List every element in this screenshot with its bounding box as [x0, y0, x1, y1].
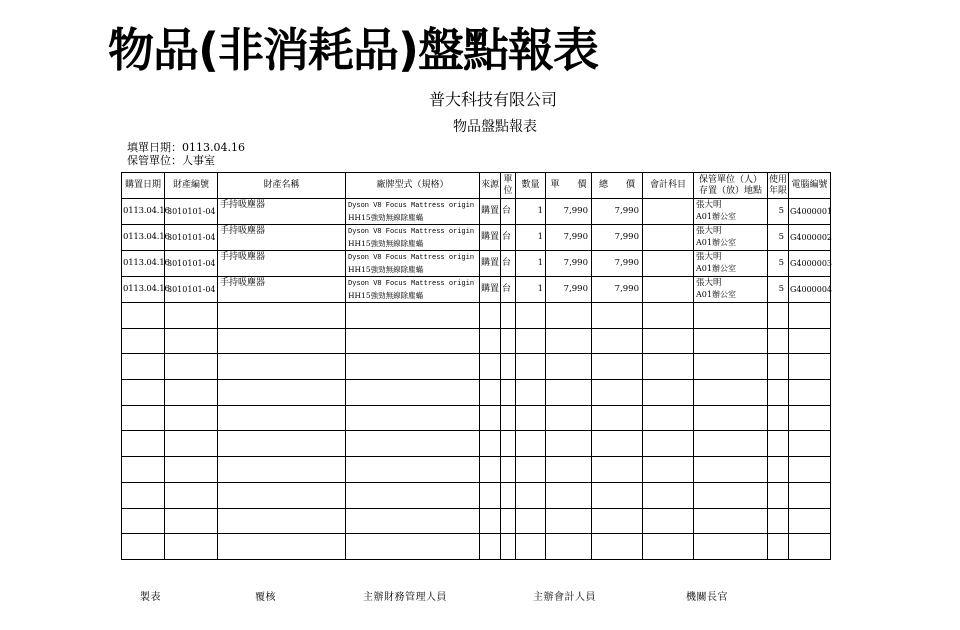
empty-cell [516, 354, 546, 380]
unit-cell: 台 [501, 277, 516, 303]
fill-date-label: 填單日期： [127, 141, 182, 154]
header-account: 會計科目 [643, 173, 694, 199]
custodian-person: 張大明 [696, 200, 722, 210]
empty-cell [768, 380, 789, 406]
empty-cell [789, 457, 831, 483]
asset-name-cell: 手持吸塵器 [218, 251, 346, 277]
source-cell: 購置 [480, 225, 501, 251]
empty-cell [346, 482, 480, 508]
total-price-cell: 7,990 [592, 225, 643, 251]
empty-cell [694, 328, 768, 354]
unit-price-cell: 7,990 [546, 251, 592, 277]
brand-spec-model: Dyson V8 Focus Mattress origin [348, 280, 475, 288]
table-row-empty [122, 405, 831, 431]
empty-cell [122, 508, 165, 534]
asset-no-cell: 3010101-04 [165, 277, 218, 303]
empty-cell [480, 431, 501, 457]
empty-cell [346, 431, 480, 457]
table-row-empty [122, 380, 831, 406]
computer-no-cell: G4000003 [789, 251, 831, 277]
total-price-cell: 7,990 [592, 251, 643, 277]
header-useful-life-line2: 年限 [768, 185, 787, 196]
quantity-cell: 1 [516, 251, 546, 277]
asset-no-cell: 3010101-04 [165, 225, 218, 251]
header-unit [501, 173, 516, 199]
empty-cell [122, 482, 165, 508]
empty-cell [789, 405, 831, 431]
empty-cell [789, 303, 831, 329]
brand-spec-cell [346, 225, 480, 251]
brand-spec-model: Dyson V8 Focus Mattress origin [348, 202, 475, 210]
header-unit-line1: 單 [503, 174, 513, 185]
empty-cell [789, 380, 831, 406]
empty-cell [694, 534, 768, 560]
empty-cell [546, 457, 592, 483]
empty-cell [694, 354, 768, 380]
empty-cell [501, 534, 516, 560]
empty-cell [516, 457, 546, 483]
empty-cell [546, 405, 592, 431]
empty-cell [694, 482, 768, 508]
empty-cell [122, 534, 165, 560]
brand-spec-description: HH15強勁無線除塵蟎 [348, 265, 424, 274]
empty-cell [789, 431, 831, 457]
custodian-person: 張大明 [696, 278, 722, 288]
table-row-empty [122, 431, 831, 457]
empty-cell [218, 405, 346, 431]
storage-location: A01辦公室 [696, 212, 736, 221]
footer-reviewed-by: 覆核 [255, 592, 276, 603]
table-header-row [122, 173, 831, 199]
footer-prepared-by: 製表 [140, 592, 161, 603]
empty-cell [694, 508, 768, 534]
empty-cell [165, 534, 218, 560]
empty-cell [165, 303, 218, 329]
empty-cell [516, 405, 546, 431]
header-unit-price: 單 價 [546, 173, 592, 199]
header-total-price: 總 價 [592, 173, 643, 199]
useful-life-cell: 5 [768, 225, 789, 251]
source-cell: 購置 [480, 251, 501, 277]
empty-cell [165, 431, 218, 457]
empty-cell [165, 354, 218, 380]
empty-cell [165, 405, 218, 431]
empty-cell [768, 457, 789, 483]
brand-spec-description: HH15強勁無線除塵蟎 [348, 213, 424, 222]
empty-cell [546, 534, 592, 560]
empty-cell [643, 405, 694, 431]
empty-cell [643, 380, 694, 406]
computer-no-cell: G4000004 [789, 277, 831, 303]
header-asset-no: 財產編號 [165, 173, 218, 199]
empty-cell [643, 328, 694, 354]
asset-no-cell: 3010101-04 [165, 251, 218, 277]
table-row-empty [122, 534, 831, 560]
computer-no-cell: G4000002 [789, 225, 831, 251]
purchase-date-cell: 0113.04.16 [122, 225, 165, 251]
empty-cell [480, 354, 501, 380]
unit-price-cell: 7,990 [546, 225, 592, 251]
useful-life-cell: 5 [768, 251, 789, 277]
brand-spec-cell [346, 199, 480, 225]
empty-cell [122, 354, 165, 380]
asset-name-cell: 手持吸塵器 [218, 225, 346, 251]
empty-cell [643, 303, 694, 329]
empty-cell [501, 431, 516, 457]
custodian-location-cell [694, 199, 768, 225]
empty-cell [592, 354, 643, 380]
empty-cell [592, 482, 643, 508]
empty-cell [546, 482, 592, 508]
empty-cell [768, 482, 789, 508]
header-asset-name: 財產名稱 [218, 173, 346, 199]
empty-cell [789, 482, 831, 508]
source-cell: 購置 [480, 277, 501, 303]
custodian-unit-label: 保管單位： [127, 154, 182, 167]
empty-cell [768, 534, 789, 560]
empty-cell [516, 328, 546, 354]
empty-cell [643, 354, 694, 380]
empty-cell [218, 354, 346, 380]
empty-cell [346, 405, 480, 431]
empty-cell [480, 482, 501, 508]
inventory-table [121, 172, 831, 560]
empty-cell [546, 380, 592, 406]
custodian-unit-value: 人事室 [182, 154, 215, 167]
table-row-empty [122, 354, 831, 380]
empty-cell [480, 508, 501, 534]
empty-cell [592, 303, 643, 329]
empty-cell [346, 303, 480, 329]
table-row [122, 251, 831, 277]
empty-cell [768, 354, 789, 380]
purchase-date-cell: 0113.04.16 [122, 251, 165, 277]
empty-cell [789, 354, 831, 380]
empty-cell [346, 328, 480, 354]
asset-name-cell: 手持吸塵器 [218, 277, 346, 303]
purchase-date-cell: 0113.04.16 [122, 199, 165, 225]
empty-cell [768, 431, 789, 457]
header-useful-life-line1: 使用 [768, 174, 787, 185]
empty-cell [516, 431, 546, 457]
empty-cell [346, 457, 480, 483]
empty-cell [592, 431, 643, 457]
header-useful-life [768, 173, 789, 199]
empty-cell [346, 354, 480, 380]
account-cell [643, 277, 694, 303]
useful-life-cell: 5 [768, 277, 789, 303]
table-row [122, 225, 831, 251]
empty-cell [218, 482, 346, 508]
brand-spec-model: Dyson V8 Focus Mattress origin [348, 228, 475, 236]
empty-cell [501, 354, 516, 380]
footer-accounting-officer: 主辦會計人員 [533, 592, 596, 603]
empty-cell [694, 380, 768, 406]
empty-cell [516, 508, 546, 534]
empty-cell [480, 303, 501, 329]
empty-cell [165, 482, 218, 508]
asset-no-cell: 3010101-04 [165, 199, 218, 225]
empty-cell [546, 328, 592, 354]
report-name: 物品盤點報表 [453, 119, 537, 135]
empty-cell [643, 508, 694, 534]
account-cell [643, 225, 694, 251]
quantity-cell: 1 [516, 199, 546, 225]
empty-cell [501, 482, 516, 508]
document-title: 物品(非消耗品)盤點報表 [108, 23, 599, 77]
empty-cell [218, 431, 346, 457]
empty-cell [768, 508, 789, 534]
empty-cell [546, 508, 592, 534]
empty-cell [789, 508, 831, 534]
brand-spec-cell [346, 251, 480, 277]
empty-cell [546, 354, 592, 380]
empty-cell [165, 328, 218, 354]
brand-spec-cell [346, 277, 480, 303]
empty-cell [501, 508, 516, 534]
fill-date-value: 0113.04.16 [182, 141, 245, 154]
empty-cell [480, 328, 501, 354]
quantity-cell: 1 [516, 277, 546, 303]
empty-cell [218, 508, 346, 534]
empty-cell [501, 405, 516, 431]
header-brand-spec: 廠牌型式（規格） [346, 173, 480, 199]
empty-cell [546, 303, 592, 329]
custodian-location-cell [694, 251, 768, 277]
empty-cell [122, 380, 165, 406]
empty-cell [122, 405, 165, 431]
empty-cell [501, 457, 516, 483]
empty-cell [346, 380, 480, 406]
empty-cell [768, 328, 789, 354]
empty-cell [768, 405, 789, 431]
table-row [122, 199, 831, 225]
unit-price-cell: 7,990 [546, 199, 592, 225]
empty-cell [516, 380, 546, 406]
custodian-unit-line [127, 154, 215, 167]
footer-finance-officer: 主辦財務管理人員 [363, 592, 447, 603]
empty-cell [516, 303, 546, 329]
header-unit-line2: 位 [503, 185, 513, 196]
useful-life-cell: 5 [768, 199, 789, 225]
empty-cell [501, 328, 516, 354]
empty-cell [165, 457, 218, 483]
empty-cell [218, 534, 346, 560]
empty-cell [218, 380, 346, 406]
table-row-empty [122, 328, 831, 354]
total-price-cell: 7,990 [592, 277, 643, 303]
unit-cell: 台 [501, 251, 516, 277]
storage-location: A01辦公室 [696, 290, 736, 299]
custodian-person: 張大明 [696, 252, 722, 262]
empty-cell [789, 534, 831, 560]
empty-cell [694, 303, 768, 329]
account-cell [643, 251, 694, 277]
empty-cell [122, 303, 165, 329]
computer-no-cell: G4000001 [789, 199, 831, 225]
header-custodian-location [694, 173, 768, 199]
company-name: 普大科技有限公司 [428, 90, 557, 109]
empty-cell [789, 328, 831, 354]
unit-cell: 台 [501, 225, 516, 251]
brand-spec-description: HH15強勁無線除塵蟎 [348, 239, 424, 248]
empty-cell [643, 457, 694, 483]
empty-cell [768, 303, 789, 329]
empty-cell [592, 534, 643, 560]
purchase-date-cell: 0113.04.16 [122, 277, 165, 303]
empty-cell [480, 405, 501, 431]
unit-cell: 台 [501, 199, 516, 225]
empty-cell [218, 328, 346, 354]
table-row [122, 277, 831, 303]
table-row-empty [122, 482, 831, 508]
empty-cell [480, 534, 501, 560]
empty-cell [592, 457, 643, 483]
empty-cell [165, 508, 218, 534]
custodian-location-cell [694, 225, 768, 251]
header-source: 來源 [480, 173, 501, 199]
empty-cell [694, 405, 768, 431]
empty-cell [643, 482, 694, 508]
total-price-cell: 7,990 [592, 199, 643, 225]
empty-cell [218, 303, 346, 329]
storage-location: A01辦公室 [696, 238, 736, 247]
account-cell [643, 199, 694, 225]
storage-location: A01辦公室 [696, 264, 736, 273]
empty-cell [501, 303, 516, 329]
empty-cell [592, 508, 643, 534]
empty-cell [122, 328, 165, 354]
custodian-person: 張大明 [696, 226, 722, 236]
empty-cell [643, 534, 694, 560]
unit-price-cell: 7,990 [546, 277, 592, 303]
empty-cell [546, 431, 592, 457]
empty-cell [346, 534, 480, 560]
empty-cell [694, 457, 768, 483]
quantity-cell: 1 [516, 225, 546, 251]
brand-spec-description: HH15強勁無線除塵蟎 [348, 291, 424, 300]
empty-cell [122, 431, 165, 457]
empty-cell [643, 431, 694, 457]
table-row-empty [122, 457, 831, 483]
empty-cell [592, 380, 643, 406]
header-custodian-line1: 保管單位（人） [698, 174, 762, 185]
asset-name-cell: 手持吸塵器 [218, 199, 346, 225]
empty-cell [165, 380, 218, 406]
header-custodian-line2: 存置（放）地點 [698, 185, 762, 196]
fill-date-line [127, 141, 245, 154]
empty-cell [480, 457, 501, 483]
empty-cell [346, 508, 480, 534]
source-cell: 購置 [480, 199, 501, 225]
empty-cell [516, 534, 546, 560]
empty-cell [122, 457, 165, 483]
custodian-location-cell [694, 277, 768, 303]
header-computer-no: 電腦編號 [789, 173, 831, 199]
footer-agency-head: 機關長官 [686, 592, 728, 603]
header-quantity: 數量 [516, 173, 546, 199]
empty-cell [516, 482, 546, 508]
empty-cell [501, 380, 516, 406]
brand-spec-model: Dyson V8 Focus Mattress origin [348, 254, 475, 262]
empty-cell [480, 380, 501, 406]
empty-cell [592, 405, 643, 431]
empty-cell [592, 328, 643, 354]
header-purchase-date: 購置日期 [122, 173, 165, 199]
table-row-empty [122, 508, 831, 534]
empty-cell [694, 431, 768, 457]
table-row-empty [122, 303, 831, 329]
empty-cell [218, 457, 346, 483]
